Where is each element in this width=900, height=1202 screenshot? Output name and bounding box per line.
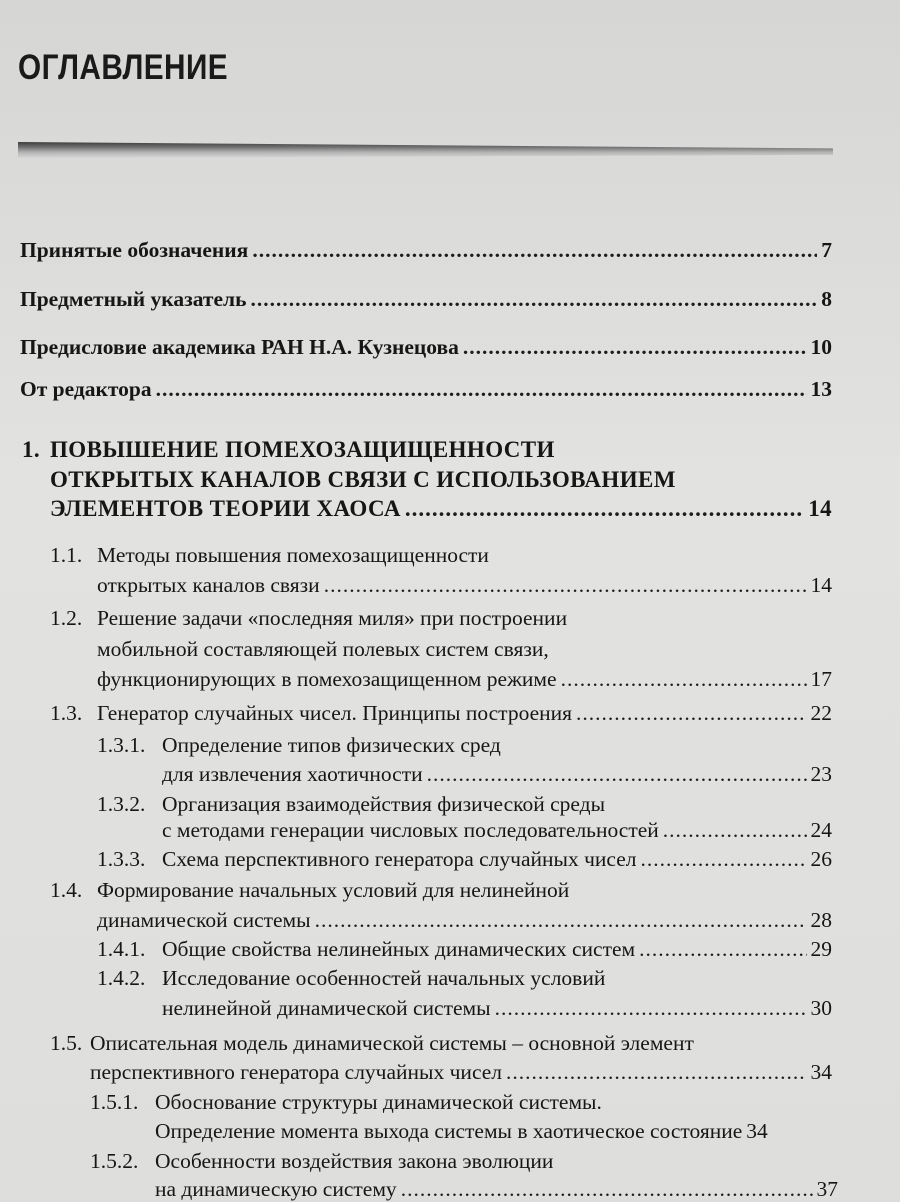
- leader-dots: [252, 238, 817, 263]
- leader-dots: [561, 667, 807, 692]
- subsection-number: 1.5.2.: [90, 1149, 139, 1173]
- section-title-line: мобильной составляющей полевых систем связи,: [97, 637, 549, 661]
- subsection-number: 1.4.1.: [97, 937, 146, 961]
- leader-dots: [156, 377, 807, 402]
- subsection-title-line: Исследование особенностей начальных условий: [162, 966, 606, 990]
- toc-page-number: 37: [816, 1177, 838, 1201]
- section-title-line: Решение задачи «последняя миля» при построении: [97, 606, 568, 630]
- chapter-title-line: ОТКРЫТЫХ КАНАЛОВ СВЯЗИ С ИСПОЛЬЗОВАНИЕМ: [50, 467, 676, 492]
- leader-dots: [495, 996, 807, 1021]
- chapter-number: 1.: [22, 437, 41, 462]
- subsection-title-line: с методами генерации числовых последовательностей: [162, 818, 659, 842]
- toc-entry-1-1[interactable]: [97, 573, 832, 598]
- toc-entry-1-4-1[interactable]: [162, 937, 832, 962]
- toc-entry-1-4[interactable]: [97, 908, 832, 933]
- subsection-title-line: Определение типов физических сред: [162, 733, 501, 757]
- toc-page-number: 17: [810, 667, 832, 691]
- toc-entry-1-4-2[interactable]: [162, 996, 832, 1021]
- toc-entry-1-3-3[interactable]: [162, 847, 832, 872]
- toc-page-number: 34: [810, 1060, 832, 1084]
- subsection-number: 1.3.3.: [97, 847, 146, 871]
- section-title-line: Генератор случайных чисел. Принципы построения: [97, 701, 573, 725]
- toc-entry-title: Принятые обозначения: [20, 238, 249, 262]
- page-title: ОГЛАВЛЕНИЕ: [18, 48, 229, 87]
- toc-page-number: 23: [810, 762, 832, 786]
- toc-entry-title: Предисловие академика РАН Н.А. Кузнецова: [20, 335, 459, 359]
- toc-page-number: 28: [810, 908, 832, 932]
- toc-page-number: 7: [821, 238, 832, 262]
- toc-page-number: 34: [746, 1119, 768, 1143]
- toc-page-number: 10: [810, 335, 832, 359]
- leader-dots: [641, 847, 807, 872]
- toc-page-number: 22: [810, 701, 832, 725]
- subsection-title-line: Общие свойства нелинейных динамических систем: [162, 937, 636, 961]
- toc-entry-notation[interactable]: [20, 238, 832, 263]
- subsection-title-line: Обоснование структуры динамической системы.: [155, 1090, 602, 1114]
- toc-page-number: 24: [810, 818, 832, 842]
- toc-entry-subject-index[interactable]: [20, 287, 832, 312]
- subsection-title-line: Определение момента выхода системы в хаотическое состояние: [155, 1119, 743, 1143]
- toc-entry-1-3-1[interactable]: [162, 762, 832, 787]
- toc-entry-chapter-1[interactable]: [50, 496, 832, 522]
- subsection-title-line: Организация взаимодействия физической среды: [162, 792, 606, 816]
- toc-page-number: 30: [810, 996, 832, 1020]
- section-title-line: Описательная модель динамической системы – основной элемент: [90, 1031, 694, 1055]
- section-title-line: Методы повышения помехозащищенности: [97, 543, 489, 567]
- toc-entry-1-5-2[interactable]: [155, 1177, 838, 1202]
- toc-entry-editor[interactable]: [20, 377, 832, 402]
- section-title-line: перспективного генератора случайных чисел: [90, 1060, 503, 1084]
- section-title-line: открытых каналов связи: [97, 573, 320, 597]
- leader-dots: [401, 1177, 813, 1202]
- subsection-title-line: для извлечения хаотичности: [162, 762, 423, 786]
- toc-entry-1-3-2[interactable]: [162, 818, 832, 843]
- chapter-title-line: ПОВЫШЕНИЕ ПОМЕХОЗАЩИЩЕННОСТИ: [50, 437, 555, 462]
- section-title-line: функционирующих в помехозащищенном режиме: [97, 667, 557, 691]
- toc-page-number: 29: [810, 937, 832, 961]
- toc-page-number: 26: [810, 847, 832, 871]
- subsection-number: 1.5.1.: [90, 1090, 139, 1114]
- section-number: 1.5.: [50, 1031, 83, 1055]
- toc-entry-1-5[interactable]: [90, 1060, 832, 1085]
- toc-entry-1-2[interactable]: [97, 667, 832, 692]
- toc-entry-1-5-1[interactable]: [155, 1119, 838, 1144]
- toc-page-number: 13: [810, 377, 832, 401]
- section-number: 1.3.: [50, 701, 83, 725]
- toc-entry-title: От редактора: [20, 377, 152, 401]
- leader-dots: [405, 496, 804, 522]
- section-number: 1.2.: [50, 606, 83, 630]
- toc-page-number: 8: [821, 287, 832, 311]
- subsection-title-line: Схема перспективного генератора случайных чисел: [162, 847, 637, 871]
- subsection-number: 1.3.1.: [97, 733, 146, 757]
- leader-dots: [576, 701, 806, 726]
- subsection-title-line: Особенности воздействия закона эволюции: [155, 1149, 554, 1173]
- leader-dots: [663, 818, 807, 843]
- leader-dots: [639, 937, 806, 962]
- leader-dots: [324, 573, 807, 598]
- toc-entry-title: Предметный указатель: [20, 287, 247, 311]
- section-number: 1.1.: [50, 543, 83, 567]
- subsection-number: 1.3.2.: [97, 792, 146, 816]
- subsection-title-line: нелинейной динамической системы: [162, 996, 491, 1020]
- leader-dots: [427, 762, 807, 787]
- section-number: 1.4.: [50, 878, 83, 902]
- show-through-texture: [70, 10, 870, 30]
- title-rule: [18, 142, 833, 158]
- toc-entry-foreword[interactable]: [20, 335, 832, 360]
- chapter-title-line: ЭЛЕМЕНТОВ ТЕОРИИ ХАОСА: [50, 496, 401, 521]
- leader-dots: [250, 287, 817, 312]
- leader-dots: [315, 908, 807, 933]
- toc-page-number: 14: [808, 496, 832, 521]
- toc-entry-1-3[interactable]: [97, 701, 832, 726]
- subsection-number: 1.4.2.: [97, 966, 146, 990]
- section-title-line: Формирование начальных условий для нелинейной: [97, 878, 570, 902]
- leader-dots: [506, 1060, 806, 1085]
- section-title-line: динамической системы: [97, 908, 311, 932]
- toc-page-number: 14: [810, 573, 832, 597]
- leader-dots: [463, 335, 807, 360]
- subsection-title-line: на динамическую систему: [155, 1177, 397, 1201]
